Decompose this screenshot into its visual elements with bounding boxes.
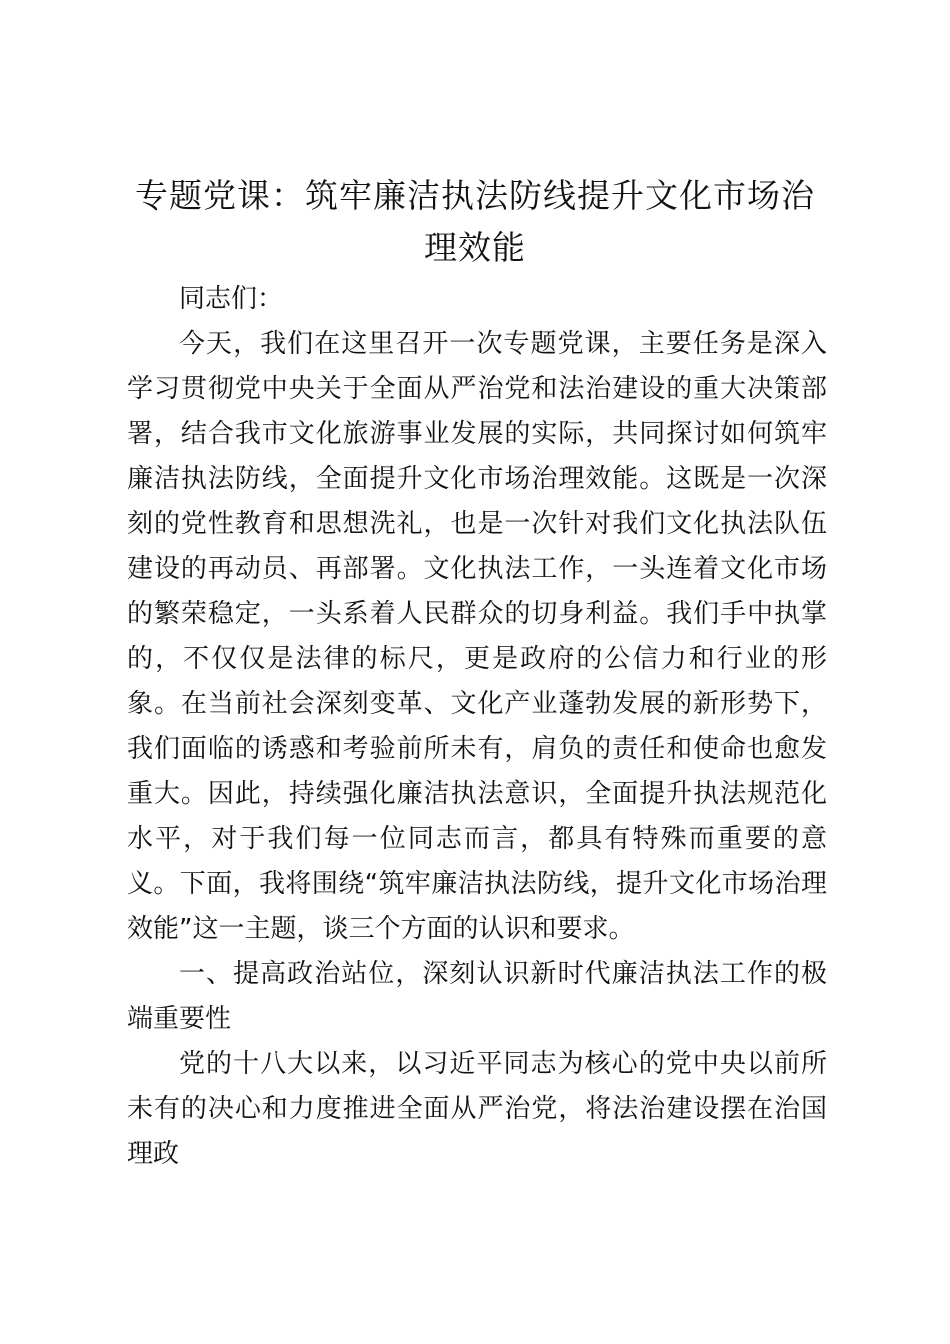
salutation: 同志们： — [179, 284, 284, 314]
section-heading: 一、提高政治站位，深刻认识新时代廉洁执法工作的极端重要性 — [127, 959, 827, 1034]
intro-paragraph: 今天，我们在这里召开一次专题党课，主要任务是深入学习贯彻党中央关于全面从严治党和法治建设的重大决策部署，结合我市文化旅游事业发展的实际，共同探讨如何筑牢廉洁执法防线，全面提升文化市场治理效能。这既是一次深刻的党性教育和思想洗礼，也是一次针对我们文化执法队伍建设的再动员、再部署。文化执法工作，一头连着文化市场的繁荣稳定，一头系着人民群众的切身利益。我们手中执掌的，不仅仅是法律的标尺，更是政府的公信力和行业的形象。在当前社会深刻变革、文化产业蓬勃发展的新形势下，我们面临的诱惑和考验前所未有，肩负的责任和使命也愈发重大。因此，持续强化廉洁执法意识，全面提升执法规范化水平，对于我们每一位同志而言，都具有特殊而重要的意义。下面，我将围绕“筑牢廉洁执法防线，提升文化市场治理效能”这一主题，谈三个方面的认识和要求。 — [127, 329, 827, 944]
document-body — [127, 277, 827, 1177]
section-paragraph: 党的十八大以来，以习近平同志为核心的党中央以前所未有的决心和力度推进全面从严治党，将法治建设摆在治国理政 — [127, 1049, 827, 1169]
document-title: 专题党课：筑牢廉洁执法防线提升文化市场治理效能 — [135, 176, 815, 267]
